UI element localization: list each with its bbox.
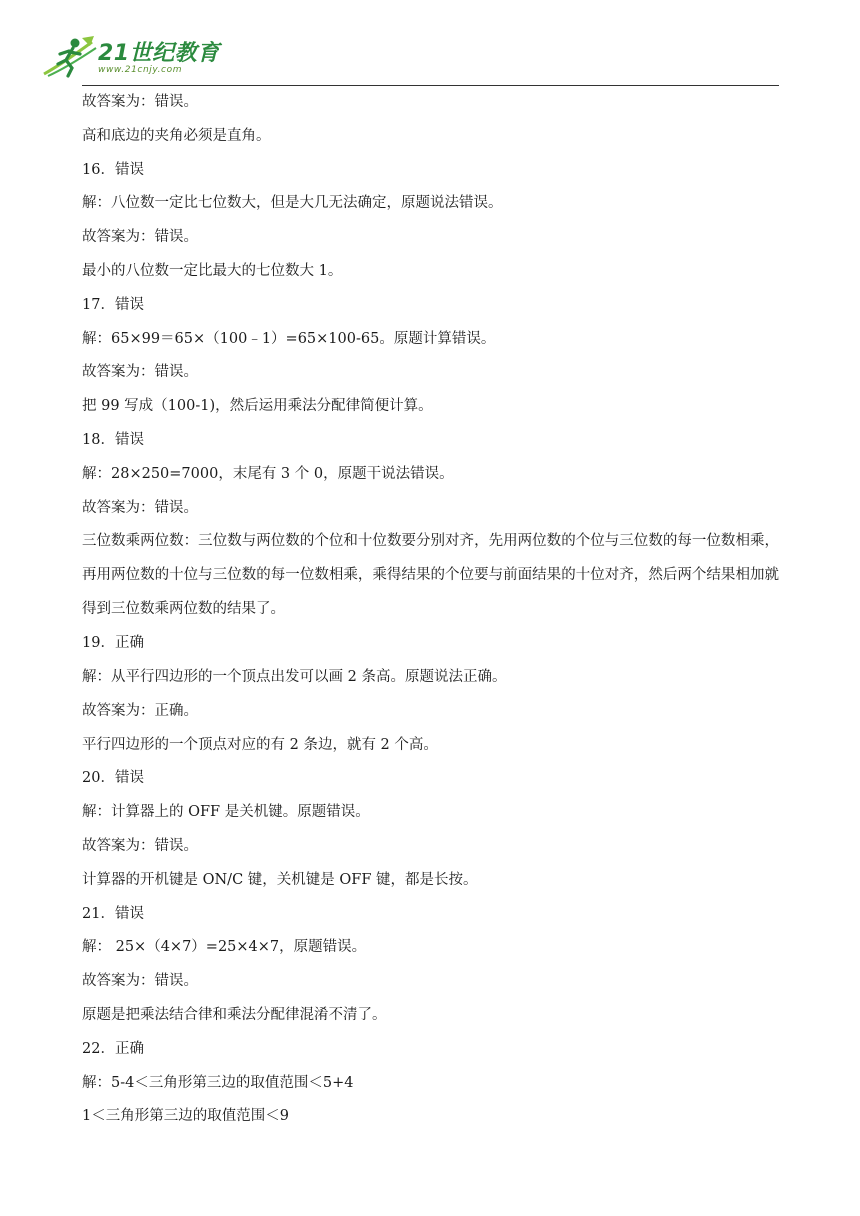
text-line: 把 99 写成（100-1)，然后运用乘法分配律简便计算。: [82, 398, 433, 415]
runner-logo-icon: [42, 34, 98, 80]
text-line: 故答案为：错误。: [82, 837, 198, 854]
question-heading: 18．错误: [82, 431, 144, 448]
text-line: 平行四边形的一个顶点对应的有 2 条边，就有 2 个高。: [82, 736, 438, 753]
question-heading: 16．错误: [82, 161, 144, 178]
text-line: 故答案为：错误。: [82, 364, 198, 381]
text-line: 解：28×250=7000，末尾有 3 个 0，原题干说法错误。: [82, 465, 454, 482]
text-line: 故答案为：正确。: [82, 702, 198, 719]
question-heading: 20．错误: [82, 770, 144, 787]
text-line: 解：计算器上的 OFF 是关机键。原题错误。: [82, 804, 370, 821]
text-line: 解：5-4＜三角形第三边的取值范围＜5+4: [82, 1074, 354, 1091]
question-heading: 22．正确: [82, 1040, 144, 1057]
text-line: 高和底边的夹角必须是直角。: [82, 127, 271, 144]
text-line: 故答案为：错误。: [82, 229, 198, 246]
header-divider: [82, 85, 779, 86]
text-line: 解：从平行四边形的一个顶点出发可以画 2 条高。原题说法正确。: [82, 668, 507, 685]
text-line: 最小的八位数一定比最大的七位数大 1。: [82, 262, 343, 279]
text-line: 计算器的开机键是 ON/C 键，关机键是 OFF 键，都是长按。: [82, 871, 478, 888]
page-header: [0, 0, 860, 90]
text-line: 解： 25×（4×7）=25×4×7，原题错误。: [82, 939, 367, 956]
text-line: 1＜三角形第三边的取值范围＜9: [82, 1108, 289, 1125]
question-heading: 17．错误: [82, 296, 144, 313]
text-line: 解：八位数一定比七位数大，但是大几无法确定，原题说法错误。: [82, 195, 503, 212]
question-heading: 21．错误: [82, 905, 144, 922]
logo: [42, 34, 222, 82]
question-heading: 19．正确: [82, 635, 144, 652]
explanation-paragraph: 三位数乘两位数：三位数与两位数的个位和十位数要分别对齐，先用两位数的个位与三位数的每一位数相乘，再用两位数的十位与三位数的每一位数相乘，乘得结果的个位要与前面结果的十位对齐，然后两个结果相加就得到三位数乘两位数的结果了。: [82, 533, 779, 618]
text-line: 解：65×99＝65×（100﹣1）=65×100-65。原题计算错误。: [82, 330, 496, 347]
document-body: [82, 92, 782, 1140]
logo-brand-name: 21世纪教育: [98, 41, 220, 66]
logo-url: www.21cnjy.com: [98, 65, 183, 75]
text-line: 故答案为：错误。: [82, 499, 198, 516]
text-line: 故答案为：错误。: [82, 973, 198, 990]
text-line: 原题是把乘法结合律和乘法分配律混淆不清了。: [82, 1006, 387, 1023]
text-line: 故答案为：错误。: [82, 94, 198, 110]
